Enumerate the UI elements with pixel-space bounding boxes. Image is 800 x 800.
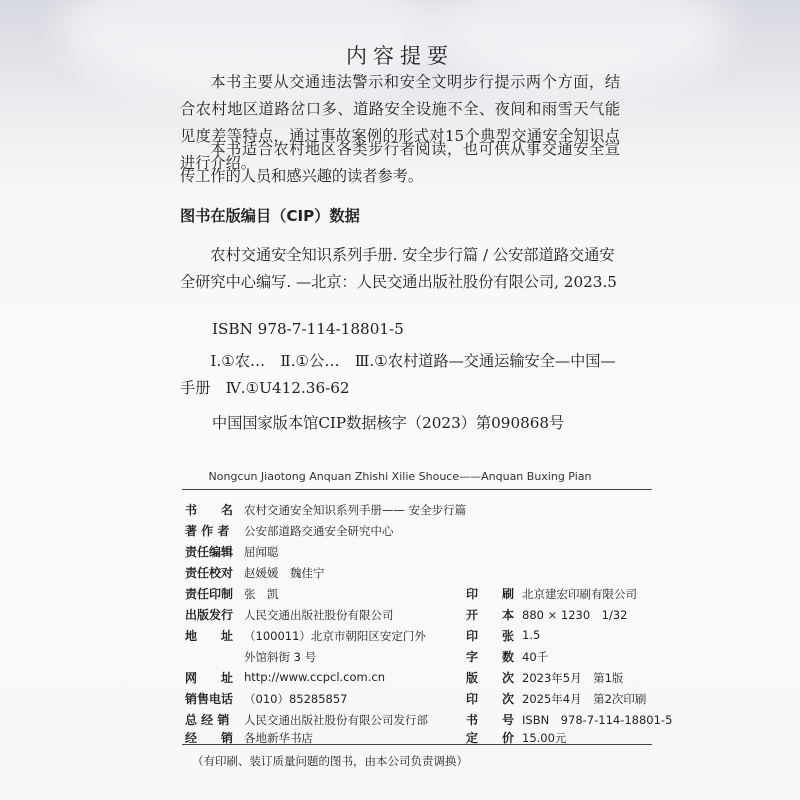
colophon-label: 责任印制 [185, 587, 234, 601]
colophon-label: 字 数 [466, 650, 515, 664]
cip-classification: Ⅰ.①农… Ⅱ.①公… Ⅲ.①农村道路—交通运输安全—中国—手册 Ⅳ.①U412.36-62 [180, 352, 616, 397]
colophon-value: 各地新华书店 [244, 731, 313, 745]
divider-bottom [182, 744, 652, 745]
cip-record-number: 中国国家版本馆CIP数据核字（2023）第090868号 [212, 414, 565, 432]
colophon-value: 赵媛媛 魏佳宁 [244, 566, 325, 580]
colophon-label: 网 址 [185, 671, 234, 685]
colophon-value: （100011）北京市朝阳区安定门外 [244, 629, 426, 643]
colophon-value: 屈闻聪 [244, 545, 279, 559]
summary-paragraph-1: 本书主要从交通违法警示和安全文明步行提示两个方面，结合农村地区道路岔口多、道路安全设施不全、夜间和雨雪天气能见度差等特点，通过事故案例的形式对15个典型交通安全知识点进行介绍。 [180, 73, 620, 172]
colophon-value: 2023年5月 第1版 [522, 671, 624, 685]
colophon-value: 40千 [522, 650, 549, 664]
colophon-label: 总 经 销 [185, 713, 230, 727]
colophon-label: 印 刷 [466, 587, 515, 601]
colophon-value: （010）85285857 [244, 692, 348, 706]
cip-heading: 图书在版编目（CIP）数据 [180, 207, 360, 225]
colophon-value: 外馆斜街 3 号 [244, 650, 317, 664]
colophon-label: 书 号 [466, 713, 515, 727]
colophon-label: 责任校对 [185, 566, 234, 580]
colophon-value: 2025年4月 第2次印刷 [522, 692, 647, 706]
cip-isbn: ISBN 978-7-114-18801-5 [212, 320, 404, 338]
cip-entry: 农村交通安全知识系列手册. 安全步行篇 / 公安部道路交通安全研究中心编写. —北京：人民交通出版社股份有限公司, 2023.5 [180, 246, 617, 291]
colophon-value: 人民交通出版社股份有限公司发行部 [244, 713, 428, 727]
divider-top [182, 489, 652, 490]
colophon-value: ISBN 978-7-114-18801-5 [522, 713, 673, 727]
colophon-label: 出版发行 [185, 608, 234, 622]
colophon-value: http://www.ccpcl.com.cn [244, 670, 385, 684]
pinyin-title: Nongcun Jiaotong Anquan Zhishi Xilie Shouce——Anquan Buxing Pian [208, 470, 592, 483]
colophon-label: 著 作 者 [185, 524, 230, 538]
colophon-value: 1.5 [522, 628, 541, 642]
colophon-value: 农村交通安全知识系列手册—— 安全步行篇 [244, 503, 467, 517]
colophon-value: 张 凯 [244, 587, 279, 601]
colophon-label: 书 名 [185, 503, 234, 517]
colophon-label: 开 本 [466, 608, 515, 622]
colophon-value: 人民交通出版社股份有限公司 [244, 608, 394, 622]
quality-notice: （有印刷、装订质量问题的图书，由本公司负责调换） [192, 754, 468, 768]
colophon-label: 责任编辑 [185, 545, 234, 559]
colophon-value: 北京建宏印刷有限公司 [522, 587, 637, 601]
colophon-label: 经 销 [185, 731, 234, 745]
summary-paragraph-2: 本书适合农村地区各类步行者阅读，也可供从事交通安全宣传工作的人员和感兴趣的读者参考。 [180, 140, 620, 185]
colophon-value: 15.00元 [522, 731, 567, 745]
colophon-label: 地 址 [185, 629, 234, 643]
colophon-value: 公安部道路交通安全研究中心 [244, 524, 394, 538]
colophon-label: 版 次 [466, 671, 515, 685]
summary-heading: 内容提要 [346, 44, 454, 68]
colophon-label: 销售电话 [185, 692, 234, 706]
colophon-value: 880 × 1230 1/32 [522, 608, 628, 622]
colophon-label: 定 价 [466, 731, 515, 745]
colophon-label: 印 次 [466, 692, 515, 706]
colophon-label: 印 张 [466, 629, 515, 643]
